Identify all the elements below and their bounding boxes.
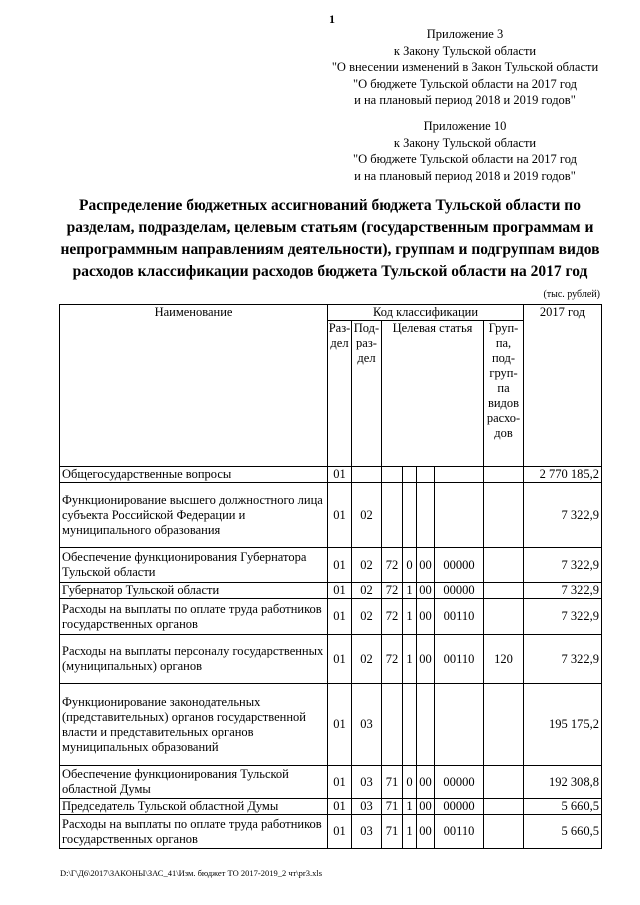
cell-t1 — [382, 684, 403, 766]
cell-t4 — [435, 483, 484, 548]
cell-rz: 01 — [328, 467, 352, 483]
cell-t1: 71 — [382, 799, 403, 815]
cell-t2: 0 — [403, 766, 417, 799]
cell-sum: 5 660,5 — [524, 815, 602, 849]
table-row — [60, 684, 602, 766]
units-label: (тыс. рублей) — [543, 289, 600, 300]
cell-t4: 00000 — [435, 799, 484, 815]
cell-t3: 00 — [417, 583, 435, 599]
cell-t3: 00 — [417, 635, 435, 684]
table-row — [60, 766, 602, 799]
cell-t2: 1 — [403, 635, 417, 684]
cell-t2: 1 — [403, 815, 417, 849]
budget-table — [59, 304, 602, 849]
cell-t3: 00 — [417, 766, 435, 799]
cell-rz: 01 — [328, 635, 352, 684]
appendix-line: "О бюджете Тульской области на 2017 год — [353, 152, 577, 166]
cell-pr: 02 — [352, 635, 382, 684]
cell-sum: 5 660,5 — [524, 799, 602, 815]
cell-t1 — [382, 467, 403, 483]
cell-t4: 00000 — [435, 548, 484, 583]
header-group: Груп-па, под-груп-па видов расхо-дов — [484, 321, 524, 467]
file-path-footer: D:\Г\Д6\2017\ЗАКОНЫ\ЗАС_41\Изм. бюджет ТО 2017-2019_2 чт\pr3.xls — [60, 868, 323, 878]
cell-name: Расходы на выплаты по оплате труда работников государственных органов — [60, 815, 328, 849]
cell-sum: 7 322,9 — [524, 599, 602, 635]
cell-t1: 72 — [382, 583, 403, 599]
cell-t3: 00 — [417, 548, 435, 583]
cell-sum: 195 175,2 — [524, 684, 602, 766]
page-number: 1 — [329, 12, 335, 26]
cell-t4 — [435, 684, 484, 766]
cell-rz: 01 — [328, 483, 352, 548]
cell-t4: 00000 — [435, 583, 484, 599]
header-subsection: Под-раз-дел — [352, 321, 382, 467]
cell-rz: 01 — [328, 583, 352, 599]
cell-sum: 192 308,8 — [524, 766, 602, 799]
cell-vr — [484, 684, 524, 766]
cell-name: Обеспечение функционирования Тульской областной Думы — [60, 766, 328, 799]
cell-rz: 01 — [328, 548, 352, 583]
table-row — [60, 635, 602, 684]
table-row — [60, 467, 602, 483]
cell-vr — [484, 583, 524, 599]
cell-t1: 71 — [382, 766, 403, 799]
cell-sum: 2 770 185,2 — [524, 467, 602, 483]
table-row — [60, 815, 602, 849]
cell-t2 — [403, 684, 417, 766]
cell-pr: 03 — [352, 684, 382, 766]
cell-pr: 03 — [352, 815, 382, 849]
cell-sum: 7 322,9 — [524, 635, 602, 684]
cell-pr: 02 — [352, 583, 382, 599]
cell-rz: 01 — [328, 599, 352, 635]
cell-t3: 00 — [417, 799, 435, 815]
cell-sum: 7 322,9 — [524, 548, 602, 583]
cell-t2: 1 — [403, 799, 417, 815]
cell-t1: 72 — [382, 548, 403, 583]
cell-vr — [484, 548, 524, 583]
cell-t1: 72 — [382, 635, 403, 684]
cell-t1: 72 — [382, 599, 403, 635]
cell-rz: 01 — [328, 766, 352, 799]
cell-vr — [484, 467, 524, 483]
header-code: Код классификации — [328, 305, 524, 321]
table-row — [60, 599, 602, 635]
cell-t4 — [435, 467, 484, 483]
cell-vr — [484, 599, 524, 635]
cell-sum: 7 322,9 — [524, 583, 602, 599]
cell-pr: 02 — [352, 548, 382, 583]
cell-t2 — [403, 467, 417, 483]
cell-vr — [484, 799, 524, 815]
cell-t3 — [417, 467, 435, 483]
cell-vr: 120 — [484, 635, 524, 684]
cell-t4: 00110 — [435, 635, 484, 684]
header-year: 2017 год — [524, 305, 602, 467]
appendix-line: "О бюджете Тульской области на 2017 год — [353, 76, 577, 91]
cell-name: Функционирование законодательных (представительных) органов государственной власти и представительных органов муниципальных образований — [60, 684, 328, 766]
appendix-line: к Закону Тульской области — [393, 43, 537, 58]
appendix-3-block — [330, 26, 600, 109]
cell-t2 — [403, 483, 417, 548]
header-name: Наименование — [60, 305, 328, 467]
cell-name: Обеспечение функционирования Губернатора Тульской области — [60, 548, 328, 583]
cell-t1 — [382, 483, 403, 548]
appendix-10-block — [330, 118, 600, 184]
appendix-line: "О внесении изменений в Закон Тульской области — [331, 60, 599, 74]
cell-rz: 01 — [328, 684, 352, 766]
header-target: Целевая статья — [382, 321, 484, 467]
table-row — [60, 483, 602, 548]
cell-t1: 71 — [382, 815, 403, 849]
cell-t4: 00000 — [435, 766, 484, 799]
table-row — [60, 583, 602, 599]
appendix-line: Приложение 3 — [426, 27, 504, 41]
document-title: Распределение бюджетных ассигнований бюджета Тульской области по разделам, подразделам, целевым статьям (государственным программам и непрограммным направлениям деятельности), группам и подгруппам видов расходов классификации расходов бюджета Тульской области на 2017 год — [60, 197, 600, 280]
cell-name: Общегосударственные вопросы — [60, 467, 328, 483]
cell-name: Расходы на выплаты персоналу государственных (муниципальных) органов — [60, 635, 328, 684]
cell-rz: 01 — [328, 799, 352, 815]
cell-vr — [484, 815, 524, 849]
appendix-line: Приложение 10 — [423, 119, 507, 133]
cell-t2: 1 — [403, 583, 417, 599]
cell-t3: 00 — [417, 815, 435, 849]
cell-name: Функционирование высшего должностного лица субъекта Российской Федерации и муниципального образования — [60, 483, 328, 548]
cell-t3: 00 — [417, 599, 435, 635]
cell-pr: 02 — [352, 483, 382, 548]
appendix-line: и на плановый период 2018 и 2019 годов" — [354, 93, 576, 107]
cell-vr — [484, 483, 524, 548]
header-section: Раз-дел — [328, 321, 352, 467]
cell-pr — [352, 467, 382, 483]
appendix-line: и на плановый период 2018 и 2019 годов" — [354, 168, 576, 183]
cell-name: Председатель Тульской областной Думы — [60, 799, 328, 815]
table-row — [60, 548, 602, 583]
cell-sum: 7 322,9 — [524, 483, 602, 548]
cell-t4: 00110 — [435, 815, 484, 849]
cell-name: Губернатор Тульской области — [60, 583, 328, 599]
cell-t2: 1 — [403, 599, 417, 635]
cell-name: Расходы на выплаты по оплате труда работников государственных органов — [60, 599, 328, 635]
appendix-line: к Закону Тульской области — [393, 135, 537, 150]
cell-pr: 02 — [352, 599, 382, 635]
cell-pr: 03 — [352, 799, 382, 815]
cell-t4: 00110 — [435, 599, 484, 635]
cell-t3 — [417, 483, 435, 548]
cell-t2: 0 — [403, 548, 417, 583]
table-row — [60, 799, 602, 815]
cell-rz: 01 — [328, 815, 352, 849]
cell-vr — [484, 766, 524, 799]
cell-pr: 03 — [352, 766, 382, 799]
cell-t3 — [417, 684, 435, 766]
